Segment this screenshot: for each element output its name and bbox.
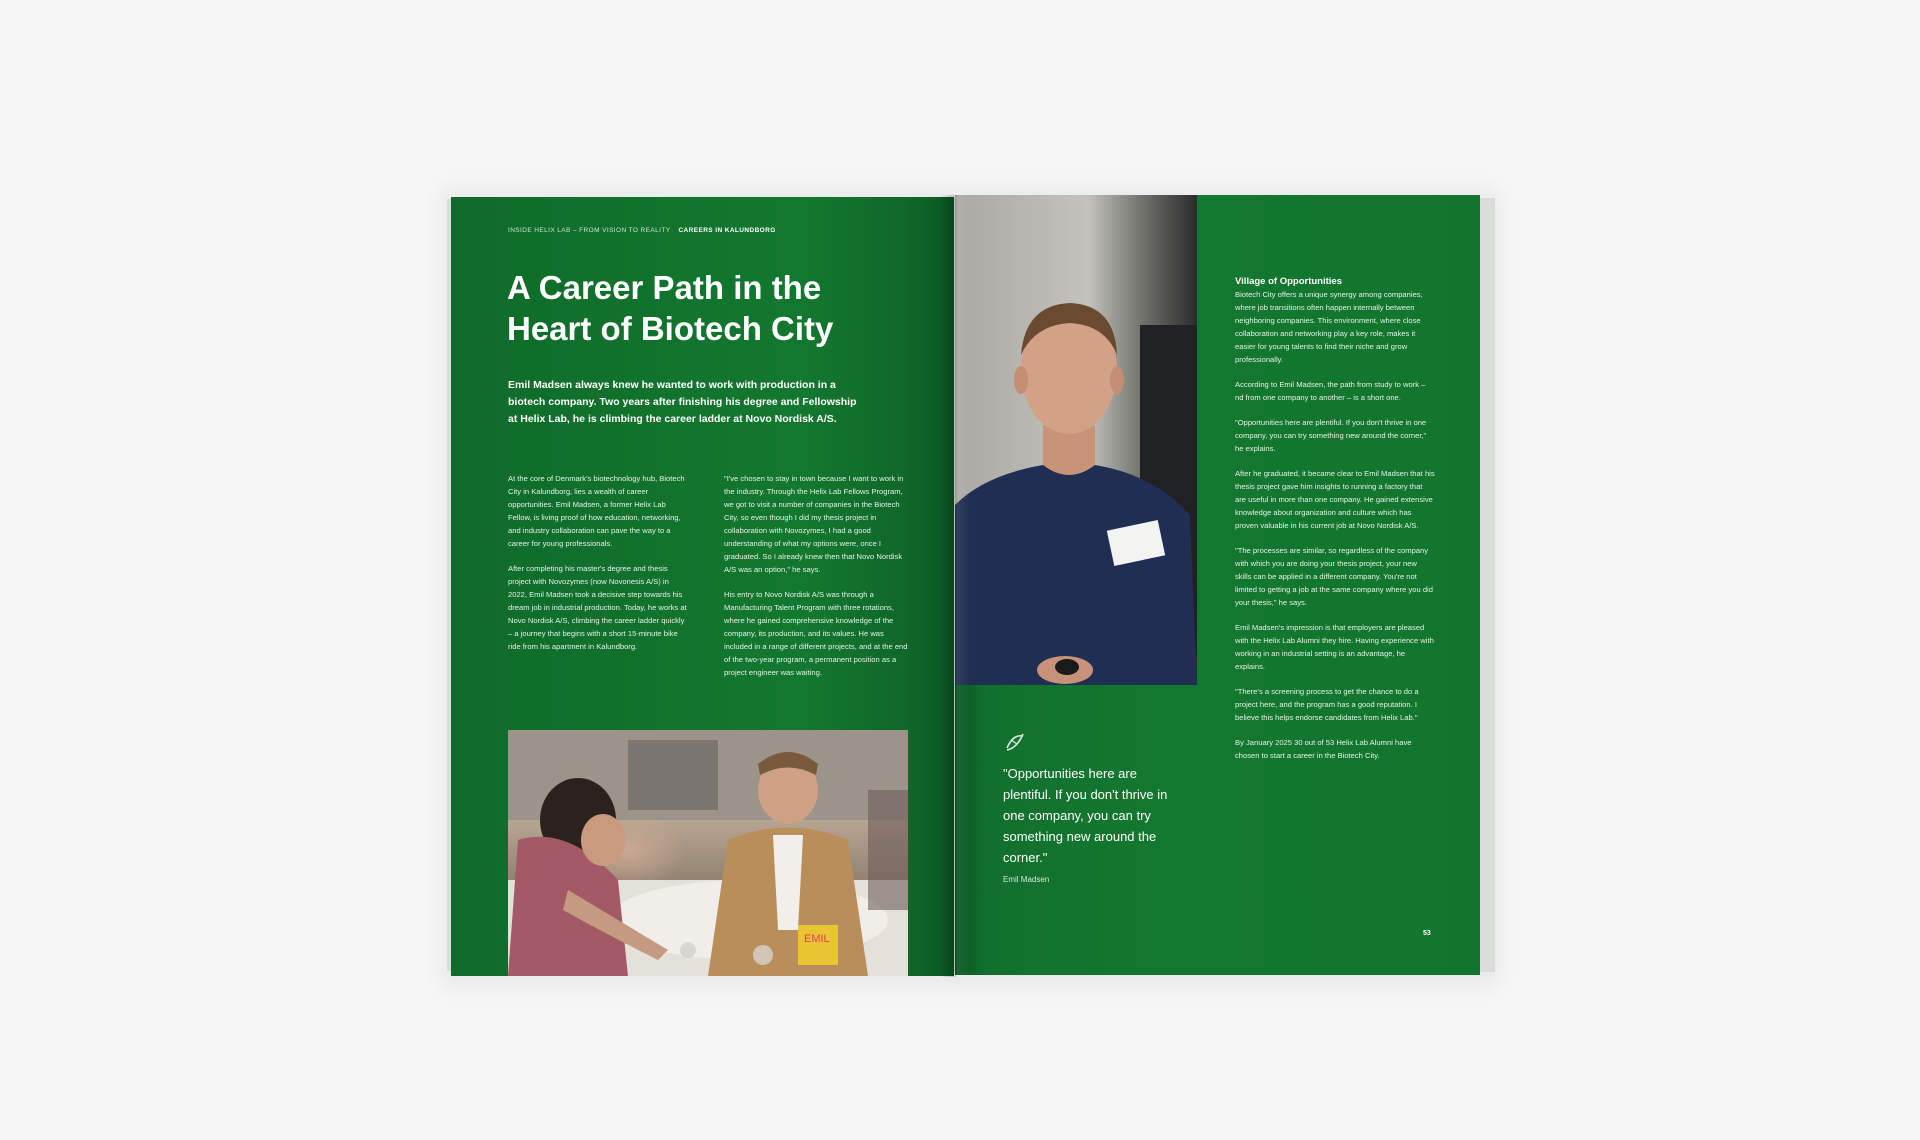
- running-head-section: INSIDE HELIX LAB – FROM VISION TO REALITY: [508, 227, 671, 234]
- right-page: [955, 195, 1480, 975]
- body-column-1: [508, 472, 688, 665]
- helix-logo-icon: [1003, 730, 1027, 754]
- section-heading: Village of Opportunities: [1235, 276, 1342, 287]
- body-paragraph: His entry to Novo Nordisk A/S was through a Manufacturing Talent Program with three rotations, where he gained comprehensive knowledge of the company, its production, and its values. He was included in a range of different projects, and at the end of the two-year program, a permanent position as a project engineer was waiting.: [724, 590, 908, 677]
- workshop-photo: [508, 730, 908, 976]
- article-title: A Career Path in the Heart of Biotech City: [507, 269, 834, 347]
- portrait-photo: [955, 195, 1197, 685]
- workshop-photo-illustration: [508, 730, 908, 976]
- page-number: 53: [1423, 930, 1431, 937]
- body-paragraph: "The processes are similar, so regardless of the company with which you are doing your thesis project, your new skills can be applied in a different company. You're not limited to getting a job at the same company where you did your thesis," he says.: [1235, 546, 1433, 607]
- left-page: [451, 197, 954, 976]
- body-paragraph: By January 2025 30 out of 53 Helix Lab Alumni have chosen to start a career in the Biotech City.: [1235, 738, 1412, 760]
- pull-quote-author: Emil Madsen: [1003, 875, 1050, 884]
- body-paragraph: According to Emil Madsen, the path from study to work – nd from one company to another – is a short one.: [1235, 380, 1426, 402]
- body-column-2: [724, 472, 909, 691]
- running-head-chapter: CAREERS IN KALUNDBORG: [678, 227, 776, 234]
- article-lede: Emil Madsen always knew he wanted to work with production in a biotech company. Two years after finishing his degree and Fellowship at Helix Lab, he is climbing the career ladder at Novo Nordisk A/S.: [508, 379, 857, 425]
- body-paragraph: After he graduated, it became clear to Emil Madsen that his thesis project gave him insights to running a factory that are useful in more than one company. He gained extensive knowledge about organization and culture which has proven valuable in his current job at Novo Nordisk A/S.: [1235, 469, 1435, 530]
- body-paragraph: After completing his master's degree and thesis project with Novozymes (now Novonesis A/S) in 2022, Emil Madsen took a decisive step towards his dream job in industrial production. Today, he works at Novo Nordisk A/S, climbing the career ladder quickly – a journey that begins with a short 15-minute bike ride from his apartment in Kalundborg.: [508, 564, 687, 651]
- body-paragraph: Emil Madsen's impression is that employers are pleased with the Helix Lab Alumni they hire. Having experience with working in an industrial setting is an advantage, he explains.: [1235, 623, 1434, 671]
- pull-quote: "Opportunities here are plentiful. If you don't thrive in one company, you can try something new around the corner.": [1003, 766, 1168, 865]
- portrait-photo-illustration: [955, 195, 1197, 685]
- body-paragraph: At the core of Denmark's biotechnology hub, Biotech City in Kalundborg, lies a wealth of career opportunities. Emil Madsen, a former Helix Lab Fellow, is living proof of how education, networking, and industry collaboration can pave the way to a career for young professionals.: [508, 474, 685, 548]
- running-head: [508, 227, 776, 234]
- body-paragraph: "I've chosen to stay in town because I want to work in the industry. Through the Helix Lab Fellows Program, we got to visit a number of companies in the Biotech City, so even though I did my thesis project in collaboration with Novozymes, I had a good understanding of what my options were, once I graduated. So I already knew then that Novo Nordisk A/S was an option," he says.: [724, 474, 904, 574]
- name-card-text: EMIL: [804, 933, 830, 945]
- body-paragraph: "Opportunities here are plentiful. If you don't thrive in one company, you can try something new around the corner," he explains.: [1235, 418, 1427, 453]
- body-paragraph: "There's a screening process to get the chance to do a project here, and the program has a good reputation. I believe this helps endorse candidates from Helix Lab.": [1235, 687, 1419, 722]
- body-paragraph: Biotech City offers a unique synergy among companies, where job transitions often happen internally between neighboring companies. This environment, where close collaboration and networking play a key role, makes it easier for young talents to find their niche and grow professionally.: [1235, 290, 1423, 364]
- right-body-column: [1235, 275, 1435, 774]
